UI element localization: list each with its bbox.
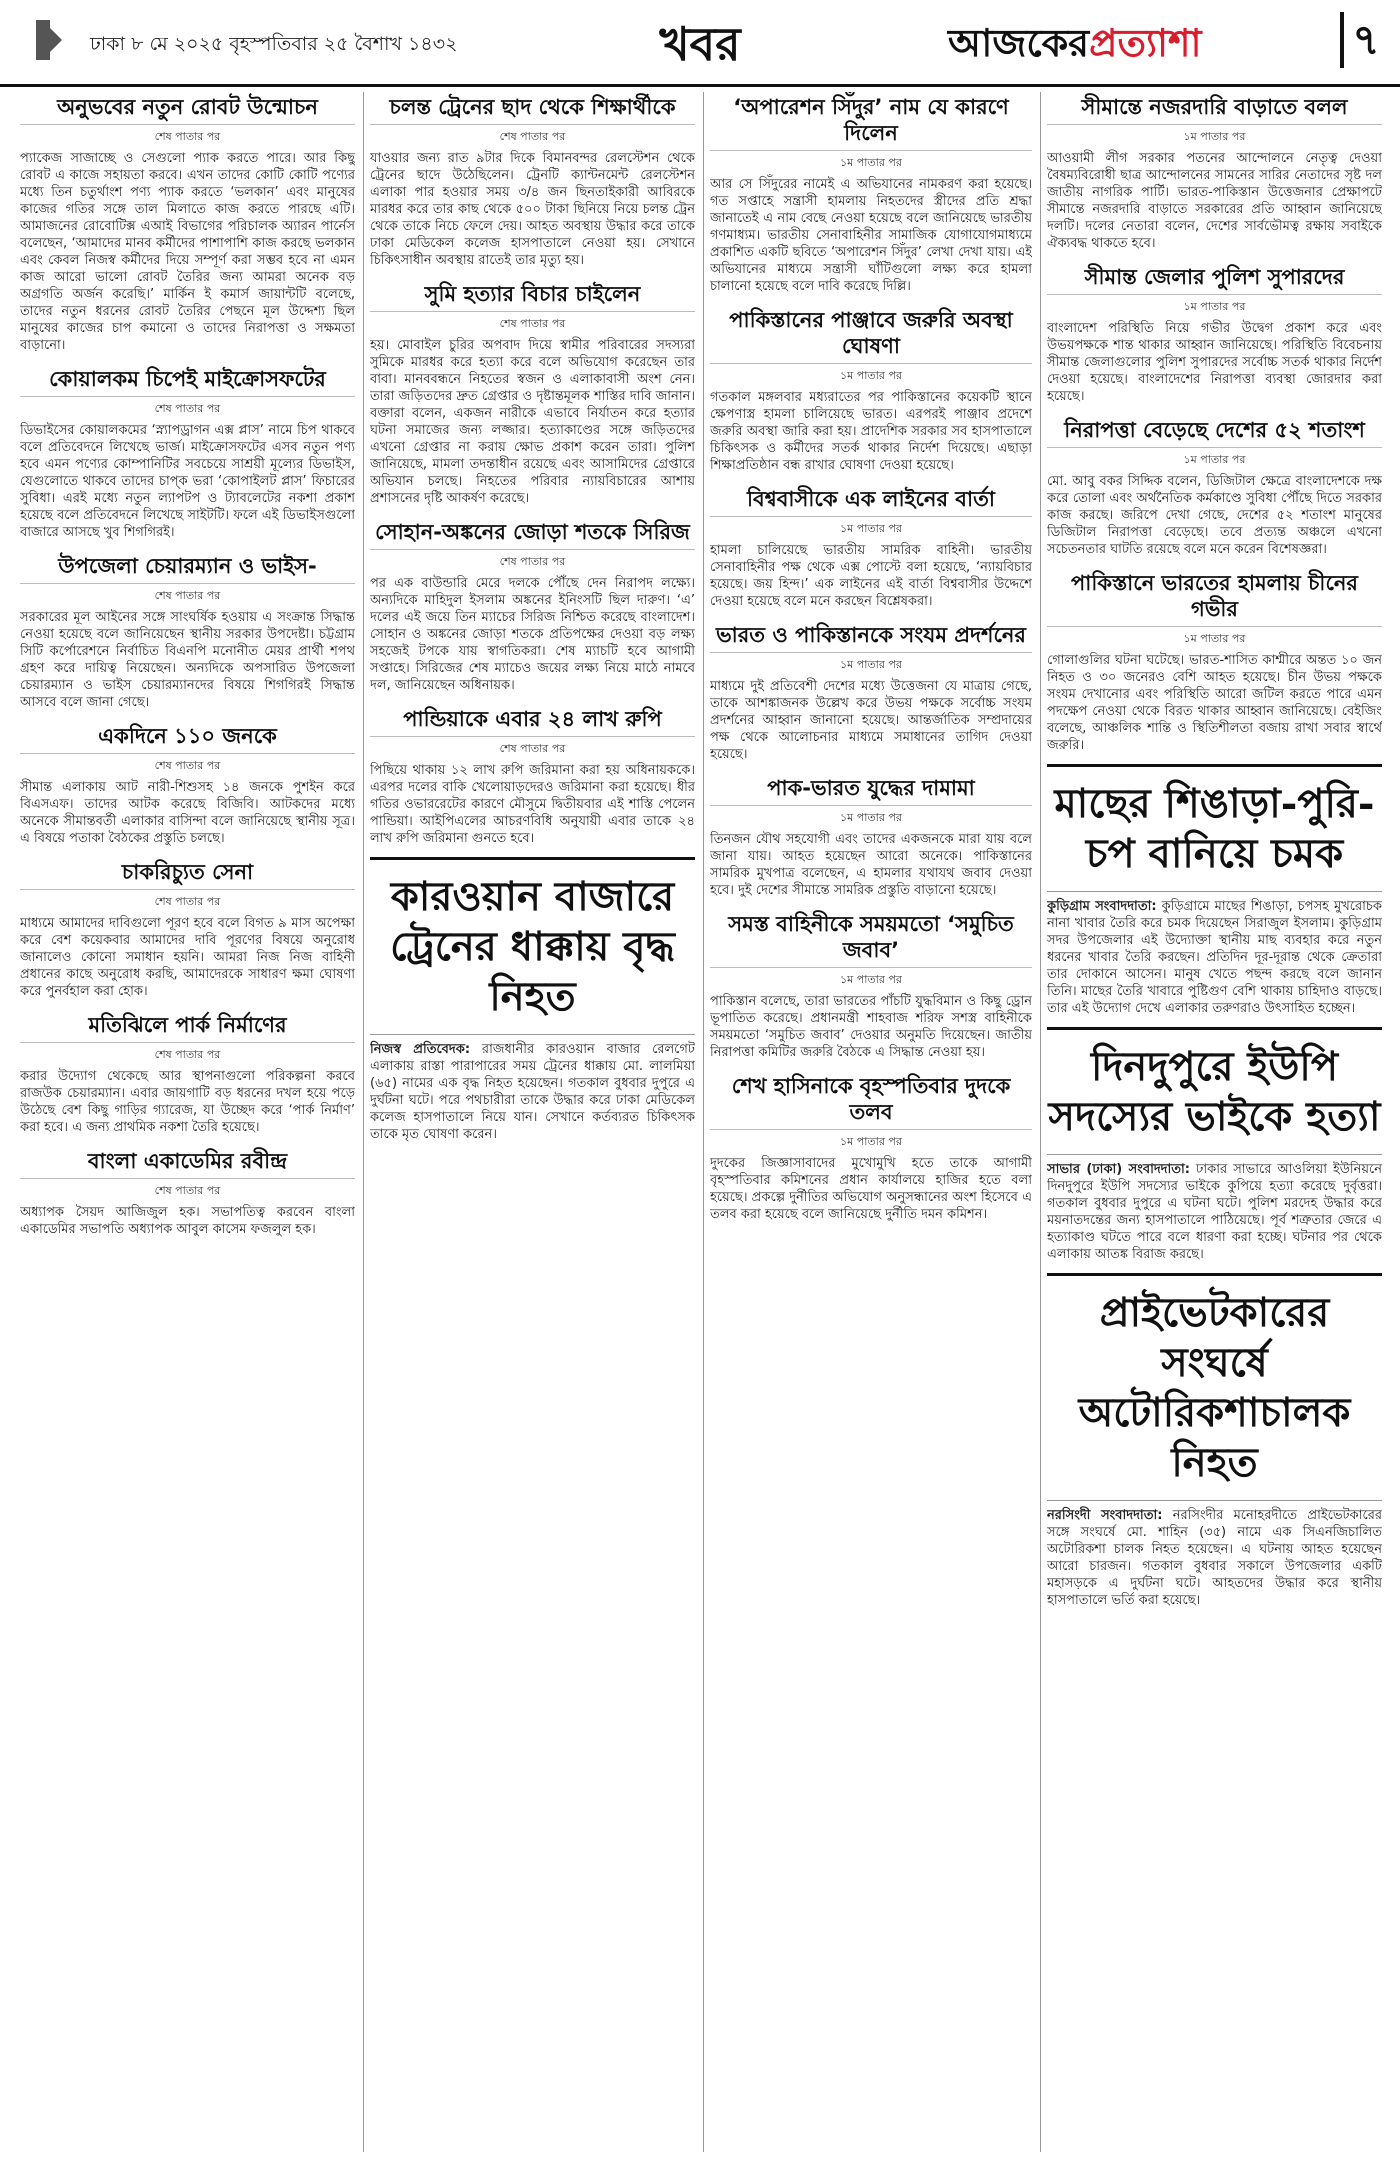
jump-label: ১ম পাতার পর	[1183, 130, 1246, 143]
story-body: পিছিয়ে থাকায় ১২ লাখ রুপি জরিমানা করা হয় অধিনায়ককে। এরপর দলের বাকি খেলোয়াড়দেরও জরিমানা করা হয়েছে। ধীর গতির ওভাররেটের কারণে মৌসুমে দ্বিতীয়বার এই শাস্তি পেলেন পান্ডিয়া। আইপিএলের আচরণবিধি অনুযায়ী এবার তাকে ২৪ লাখ রুপি জরিমানা গুনতে হবে।	[370, 763, 695, 846]
story-chakri	[20, 857, 355, 1000]
jump-label: শেষ পাতার পর	[154, 1184, 221, 1197]
story-world-message	[710, 484, 1032, 610]
story-body: গোলাগুলির ঘটনা ঘটেছে। ভারত-শাসিত কাশ্মীরে অন্তত ১০ জন নিহত ও ৩০ জনেরও বেশি আহত হয়েছে। চীন উভয় পক্ষকে সংযম দেখানোর এবং পরিস্থিতি আরো জটিল করতে পারে এমন পদক্ষেপ নেওয়া থেকে বিরত থাকার আহ্বান জানিয়েছে। বেইজিং বলেছে, আঞ্চলিক শান্তি ও স্থিতিশীলতা বজায় রাখা সবার স্বার্থে জরুরি।	[1047, 653, 1382, 753]
story-hasina	[710, 1071, 1032, 1223]
story-police	[1047, 262, 1382, 405]
story-qualcomm	[20, 364, 355, 541]
story-border-surveillance	[1047, 92, 1382, 252]
story-headline: অনুভবের নতুন রোবট উন্মোচন	[20, 92, 355, 125]
jump-label: ১ম পাতার পর	[1183, 453, 1246, 466]
story-headline: সোহান-অঙ্কনের জোড়া শতকে সিরিজ	[370, 517, 695, 550]
story-headline: কোয়ালকম চিপেই মাইক্রোসফটের	[20, 364, 355, 397]
story-sohan	[370, 517, 695, 694]
column-2	[370, 92, 695, 2152]
logo-prefix: আজকের	[948, 20, 1090, 65]
story-body: বাংলাদেশ পরিস্থিতি নিয়ে গভীর উদ্বেগ প্রকাশ করে এবং উভয়পক্ষকে শান্ত থাকার আহ্বান জানিয়েছে। পরিস্থিতি বিবেচনায় সীমান্ত জেলাগুলোর পুলিশ সুপারদের সর্বোচ্চ সতর্ক থাকার নির্দেশ দেওয়া হয়েছে। বাংলাদেশের নিরাপত্তা ব্যবস্থা জোরদার করা হয়েছে।	[1047, 321, 1382, 404]
story-headline: মতিঝিলে পার্ক নির্মাণের	[20, 1010, 355, 1043]
section-title: খবর	[659, 17, 741, 71]
feature-headline: মাছের শিঙাড়া-পুরি-চপ বানিয়ে চমক	[1047, 764, 1382, 892]
story-body: পর এক বাউন্ডারি মেরে দলকে পৌঁছে দেন নিরাপদ লক্ষ্যে। অন্যদিকে মাহিদুল ইসলাম অঙ্কনের ইনিংসটি ছিল দারুণ। ‘এ’ দলের এই জয়ে তিন ম্যাচের সিরিজ নিশ্চিত করেছে বাংলাদেশ। সোহান ও অঙ্কনের জোড়া শতকে প্রতিপক্ষের দেওয়া বড় লক্ষ্য সহজেই টপকে যায় স্বাগতিকরা। শেষ ম্যাচটি হবে আগামী সপ্তাহে। সিরিজের শেষ ম্যাচেও জয়ের লক্ষ্য নিয়ে মাঠে নামবে দল, জানিয়েছেন অধিনায়ক।	[370, 576, 695, 693]
story-war-drums	[710, 773, 1032, 899]
story-china	[1047, 568, 1382, 754]
story-body: আর সে সিঁদুরের নামেই এ অভিযানের নামকরণ করা হয়েছে। গত সপ্তাহে সন্ত্রাসী হামলায় নিহতদের স্ত্রীদের প্রতি শ্রদ্ধা জানাতেই এ নাম বেছে নেওয়া হয়েছে বলে জানিয়েছে ভারতীয় গণমাধ্যম। ভারতীয় সেনাবাহিনীর সামাজিক যোগাযোগমাধ্যমে প্রকাশিত একটি ছবিতে ‘অপারেশন সিঁদুর’ লেখা দেখা যায়। এই অভিযানের মাধ্যমে সন্ত্রাসী ঘাঁটিগুলো লক্ষ্য করে হামলা চালানো হয়েছে বলে দাবি করেছে দিল্লি।	[710, 177, 1032, 294]
story-headline: পাকিস্তানে ভারতের হামলায় চীনের গভীর	[1047, 568, 1382, 627]
story-headline: সীমান্তে নজরদারি বাড়াতে বলল	[1047, 92, 1382, 125]
story-body: অধ্যাপক সৈয়দ আজিজুল হক। সভাপতিত্ব করবেন বাংলা একাডেমির সভাপতি অধ্যাপক আবুল কাসেম ফজলুল হক।	[20, 1205, 355, 1237]
column-4	[1047, 92, 1382, 2152]
jump-label: শেষ পাতার পর	[154, 759, 221, 772]
date-line: ঢাকা ৮ মে ২০২৫ বৃহস্পতিবার ২৫ বৈশাখ ১৪৩২	[90, 33, 458, 55]
jump-label: শেষ পাতার পর	[154, 402, 221, 415]
newspaper-logo	[948, 14, 1202, 78]
jump-label: শেষ পাতার পর	[154, 589, 221, 602]
jump-label: শেষ পাতার পর	[154, 130, 221, 143]
story-restraint	[710, 620, 1032, 763]
story-fish-snacks	[1047, 764, 1382, 1017]
story-body: সীমান্ত এলাকায় আট নারী-শিশুসহ ১৪ জনকে পুশইন করে বিএসএফ। তাদের আটক করেছে বিজিবি। আটকদের মধ্যে অনেকে সীমান্তবর্তী এলাকার বাসিন্দা বলে জানিয়েছে স্থানীয় সূত্র। এ বিষয়ে পতাকা বৈঠকের প্রস্তুতি চলছে।	[20, 780, 355, 846]
story-karwan-bazar	[370, 857, 695, 1143]
story-park	[20, 1010, 355, 1136]
jump-label: ১ম পাতার পর	[840, 811, 902, 824]
story-body: মাধ্যমে আমাদের দাবিগুলো পূরণ হবে বলে বিগত ৯ মাস অপেক্ষা করে বেশ কয়েকবার আমাদের দাবি পূরণের বিষয়ে অনুরোধ জানালেও কোনো সমাধান হয়নি। আমরা নিজ নিজ বাহিনী প্রধানের কাছে অনুরোধ করছি, আমাদেরকে সাধারণ ক্ষমা ঘোষণা করে পুনর্বহাল করা হোক।	[20, 916, 355, 999]
feature-headline: প্রাইভেটকারের সংঘর্ষে অটোরিকশাচালক নিহত	[1047, 1273, 1382, 1501]
story-sumi	[370, 279, 695, 507]
page-masthead	[0, 0, 1400, 87]
story-punjab	[710, 305, 1032, 474]
story-body: হামলা চালিয়েছে ভারতীয় সামরিক বাহিনী। ভারতীয় সেনাবাহিনীর পক্ষ থেকে এক্স পোস্টে বলা হয়েছে, ‘ন্যায়বিচার হয়েছে। জয় হিন্দ।’ এক লাইনের এই বার্তা বিশ্ববাসীর উদ্দেশে দেওয়া হয়েছে বলে মনে করছেন বিশ্লেষকরা।	[710, 543, 1032, 609]
column-divider	[1040, 92, 1041, 2152]
story-body: পাকিস্তান বলেছে, তারা ভারতের পাঁচটি যুদ্ধবিমান ও কিছু ড্রোন ভূপাতিত করেছে। প্রধানমন্ত্রী শাহবাজ শরিফ সশস্ত্র বাহিনীকে সময়মতো ‘সমুচিত জবাব’ দেওয়ার অনুমতি দিয়েছেন। জাতীয় নিরাপত্তা কমিটির জরুরি বৈঠকে এ সিদ্ধান্ত নেওয়া হয়।	[710, 994, 1032, 1060]
story-body: করার উদ্যোগ থেকেছে আর স্থাপনাগুলো পরিকল্পনা করবে রাজউক চেয়ারম্যান। এবার জায়গাটি বড় ধরনের দখল হয়ে পড়ে উঠেছে বেশ কিছু গাড়ির গ্যারেজ, যা উচ্ছেদ করে ‘পার্ক নির্মাণ’ করা হবে। এ জন্য প্রাথমিক নকশা তৈরি হয়েছে।	[20, 1069, 355, 1135]
story-body: সরকারের মূল আইনের সঙ্গে সাংঘর্ষিক হওয়ায় এ সংক্রান্ত সিদ্ধান্ত নেওয়া হয়েছে বলে জানিয়েছেন স্থানীয় সরকার উপদেষ্টা। চট্টগ্রাম সিটি কর্পোরেশনে নির্বাচিত বিএনপি মনোনীত মেয়র প্রার্থী শপথ গ্রহণ করে দায়িত্ব নিয়েছেন। অন্যদিকে অপসারিত উপজেলা চেয়ারম্যান ও ভাইস চেয়ারম্যানদের বিষয়ে শিগগিরই সিদ্ধান্ত আসবে বলে জানা গেছে।	[20, 610, 355, 710]
story-body: রাজধানীর কারওয়ান বাজার রেলগেট এলাকায় রাস্তা পারাপারের সময় ট্রেনের ধাক্কায় মো. লালমিয়া (৬৫) নামের এক বৃদ্ধ নিহত হয়েছেন। গতকাল বুধবার দুপুরে এ দুর্ঘটনা ঘটে। পরে পথচারীরা তাকে উদ্ধার করে ঢাকা মেডিকেল কলেজ হাসপাতালে নিয়ে যান। সেখানে কর্তব্যরত চিকিৎসক তাকে মৃত ঘোষণা করেন।	[370, 1042, 695, 1142]
story-headline: চাকরিচ্যুত সেনা	[20, 857, 355, 890]
jump-label: শেষ পাতার পর	[499, 742, 566, 755]
story-headline: সুমি হত্যার বিচার চাইলেন	[370, 279, 695, 312]
page-number: ৭	[1340, 12, 1388, 68]
story-headline: একদিনে ১১০ জনকে	[20, 721, 355, 754]
story-forces	[710, 909, 1032, 1061]
story-dateline: কুড়িগ্রাম সংবাদদাতা:	[1047, 899, 1157, 914]
jump-label: শেষ পাতার পর	[499, 130, 566, 143]
story-body: কুড়িগ্রামে মাছের শিঙাড়া, চপসহ মুখরোচক নানা খাবার তৈরি করে চমক দিয়েছেন সিরাজুল ইসলাম। কুড়িগ্রাম সদর উপজেলার এই উদ্যোক্তা স্থানীয় মাছ ব্যবহার করে নতুন ধরনের খাবার তৈরি করছেন। প্রতিদিন দূর-দূরান্ত থেকে ক্রেতারা তার দোকানে আসেন। মানুষ খেতে পছন্দ করছে বলে জানান তিনি। মাছের তৈরি খাবারে পুষ্টিগুণ বেশি থাকায় চাহিদাও বাড়ছে। তার এই উদ্যোগ দেখে এলাকার তরুণরাও উৎসাহিত হচ্ছেন।	[1047, 899, 1382, 1016]
story-body: নরসিংদীর মনোহরদীতে প্রাইভেটকারের সঙ্গে সংঘর্ষে মো. শাহিন (৩৫) নামে এক সিএনজিচালিত অটোরিকশা চালক নিহত হয়েছেন। এ ঘটনায় আহত হয়েছেন আরো চারজন। গতকাল বুধবার সকালে উপজেলার একটি মহাসড়কে এ দুর্ঘটনা ঘটে। আহতদের উদ্ধার করে স্থানীয় হাসপাতালে ভর্তি করা হয়েছে।	[1047, 1508, 1382, 1608]
jump-label: শেষ পাতার পর	[154, 895, 221, 908]
story-headline: নিরাপত্তা বেড়েছে দেশের ৫২ শতাংশ	[1047, 415, 1382, 448]
story-headline: শেখ হাসিনাকে বৃহস্পতিবার দুদকে তলব	[710, 1071, 1032, 1130]
jump-label: শেষ পাতার পর	[499, 317, 566, 330]
story-train-roof	[370, 92, 695, 269]
story-body: দুদকের জিজ্ঞাসাবাদের মুখোমুখি হতে তাকে আগামী বৃহস্পতিবার কমিশনের প্রধান কার্যালয়ে হাজির হতে বলা হয়েছে। প্রকল্পে দুর্নীতির অভিযোগ অনুসন্ধানের অংশ হিসেবে এ তলব করা হয়েছে বলে জানিয়েছে দুর্নীতি দমন কমিশন।	[710, 1156, 1032, 1222]
story-headline: সীমান্ত জেলার পুলিশ সুপারদের	[1047, 262, 1382, 295]
logo-accent: প্রত্যাশা	[1089, 20, 1202, 65]
story-body: হয়। মোবাইল চুরির অপবাদ দিয়ে স্বামীর পরিবারের সদস্যরা সুমিকে মারধর করে হত্যা করে বলে অভিযোগ করেছেন তার বাবা। মানববন্ধনে নিহতের স্বজন ও এলাকাবাসী অংশ নেন। তারা জড়িতদের দ্রুত গ্রেপ্তার ও দৃষ্টান্তমূলক শাস্তির দাবি জানান। বক্তারা বলেন, একজন নারীকে এভাবে নির্যাতন করে হত্যার ঘটনা সমাজের জন্য লজ্জার। হত্যাকাণ্ডের সঙ্গে জড়িতদের এখনো গ্রেপ্তার না করায় ক্ষোভ প্রকাশ করেন তারা। পুলিশ জানিয়েছে, মামলা তদন্তাধীন রয়েছে এবং আসামিদের গ্রেপ্তারে অভিযান চলছে। নিহতের পরিবার ন্যায়বিচারের আশায় প্রশাসনের দৃষ্টি আকর্ষণ করেছে।	[370, 338, 695, 506]
story-body: মো. আবু বকর সিদ্দিক বলেন, ডিজিটাল ক্ষেত্রে বাংলাদেশকে দক্ষ করে তোলা এবং অর্থনৈতিক কর্মকাণ্ডে সুবিধা পৌঁছে দিতে সরকার কাজ করছে। জরিপে দেখা গেছে, দেশের ৫২ শতাংশ মানুষের ডিজিটাল নিরাপত্তা বেড়েছে। তবে প্রত্যন্ত অঞ্চলে এখনো সচেতনতার ঘাটতি রয়েছে বলে মনে করেন বিশেষজ্ঞরা।	[1047, 474, 1382, 557]
story-headline: পান্ডিয়াকে এবার ২৪ লাখ রুপি	[370, 704, 695, 737]
story-security	[1047, 415, 1382, 558]
story-headline: ভারত ও পাকিস্তানকে সংযম প্রদর্শনের	[710, 620, 1032, 653]
feature-headline: দিনদুপুরে ইউপি সদস্যের ভাইকে হত্যা	[1047, 1027, 1382, 1155]
jump-label: ১ম পাতার পর	[840, 156, 902, 169]
column-3	[710, 92, 1032, 2152]
feature-headline: কারওয়ান বাজারে ট্রেনের ধাক্কায় বৃদ্ধ নিহত	[370, 857, 695, 1035]
column-1	[20, 92, 355, 2152]
jump-label: শেষ পাতার পর	[154, 1048, 221, 1061]
story-dateline: সাভার (ঢাকা) সংবাদদাতা:	[1047, 1162, 1190, 1177]
story-body: মাধ্যমে দুই প্রতিবেশী দেশের মধ্যে উত্তেজনা যে মাত্রায় গেছে, তাকে আশঙ্কাজনক উল্লেখ করে উভয় পক্ষকে সর্বোচ্চ সংযম প্রদর্শনের আহ্বান জানানো হয়েছে। আন্তর্জাতিক সম্প্রদায়ের পক্ষ থেকে আলোচনার মাধ্যমে সমাধানের তাগিদ দেওয়া হয়েছে।	[710, 679, 1032, 762]
story-body: প্যাকেজ সাজাচ্ছে ও সেগুলো প্যাক করতে পারে। আর কিছু রোবট এ কাজে সহায়তা করবে। এখন তাদের কোটি কোটি পণ্যের মধ্যে তিন চতুর্থাংশ পণ্য প্যাক করতে ‘ভলকান’ এবং মানুষের কাজের গতির সঙ্গে তাল মিলাতে কাজ করতে পারছে এটি। আমাজনের রোবোটিক্স এআই বিভাগের পরিচালক অ্যারন পার্নেস বলেছেন, ‘আমাদের মানব কর্মীদের পাশাপাশি কাজ করছে ভলকান এবং কেবল নিজস্ব কর্মীদের দিয়ে সম্পূর্ণ করা সম্ভব হবে না এমন কাজ আরো ভালো রোবট তৈরির জন্য আমরা অনেক বড় অগ্রগতি অর্জন করেছি।’ মার্কিন ই কমার্স জায়ান্টটি বলেছে, তাদের নতুন ধরনের রোবট তৈরির পেছনে মূল উদ্দেশ্য ছিল মানুষের কাজের চাপ কমানো ও তাদের নিরাপত্তা ও সক্ষমতা বাড়ানো।	[20, 151, 355, 353]
story-pandya	[370, 704, 695, 847]
jump-label: ১ম পাতার পর	[840, 658, 902, 671]
story-dateline: নরসিংদী সংবাদদাতা:	[1047, 1508, 1163, 1523]
jump-label: ১ম পাতার পর	[840, 369, 902, 382]
jump-label: ১ম পাতার পর	[840, 1135, 902, 1148]
story-headline: বাংলা একাডেমির রবীন্দ্র	[20, 1146, 355, 1179]
story-sindoor	[710, 92, 1032, 295]
story-body: ঢাকার সাভারে আওলিয়া ইউনিয়নে দিনদুপুরে ইউপি সদস্যের ভাইকে কুপিয়ে হত্যা করেছে দুর্বৃত্তরা। গতকাল বুধবার দুপুরে এ ঘটনা ঘটে। পুলিশ মরদেহ উদ্ধার করে ময়নাতদন্তের জন্য হাসপাতালে পাঠিয়েছে। পূর্ব শত্রুতার জেরে এ হত্যাকাণ্ড ঘটতে পারে বলে ধারণা করা হচ্ছে। ঘটনার পর থেকে এলাকায় আতঙ্ক বিরাজ করছে।	[1047, 1162, 1382, 1262]
jump-label: ১ম পাতার পর	[1183, 632, 1246, 645]
jump-label: ১ম পাতার পর	[840, 973, 902, 986]
jump-label: ১ম পাতার পর	[1183, 300, 1246, 313]
story-headline: চলন্ত ট্রেনের ছাদ থেকে শিক্ষার্থীকে	[370, 92, 695, 125]
story-autorickshaw	[1047, 1273, 1382, 1609]
story-upazila	[20, 551, 355, 711]
story-bangla-academy	[20, 1146, 355, 1238]
column-divider	[703, 92, 704, 2152]
jump-label: ১ম পাতার পর	[840, 522, 902, 535]
story-body: আওয়ামী লীগ সরকার পতনের আন্দোলনে নেতৃত্ব দেওয়া বৈষম্যবিরোধী ছাত্র আন্দোলনের সামনের সারির নেতাদের সৃষ্ট দল জাতীয় নাগরিক পার্টি। ভারত-পাকিস্তান উত্তেজনার প্রেক্ষাপটে সীমান্তে নজরদারি বাড়াতে সরকারের প্রতি আহ্বান জানিয়েছে দলটি। দলের নেতারা বলেন, দেশের সার্বভৌমত্ব রক্ষায় সবাইকে ঐক্যবদ্ধ থাকতে হবে।	[1047, 151, 1382, 251]
story-headline: বিশ্ববাসীকে এক লাইনের বার্তা	[710, 484, 1032, 517]
jump-label: শেষ পাতার পর	[499, 555, 566, 568]
story-robot	[20, 92, 355, 354]
story-dateline: নিজস্ব প্রতিবেদক:	[370, 1042, 471, 1057]
story-body: তিনজন যৌথ সহযোগী এবং তাদের একজনকে মারা যায় বলে জানা যায়। আহত হয়েছেন আরো অনেকে। পাকিস্তানের সামরিক মুখপাত্র বলেছেন, এ হামলার যথাযথ জবাব দেওয়া হবে। দুই দেশের সীমান্তে সামরিক প্রস্তুতি বাড়ানো হয়েছে।	[710, 832, 1032, 898]
story-body: যাওয়ার জন্য রাত ৯টার দিকে বিমানবন্দর রেলস্টেশন থেকে ট্রেনের ছাদে উঠেছিলেন। ট্রেনটি ক্যান্টনমেন্ট রেলস্টেশন এলাকা পার হওয়ার সময় ৩/৪ জন ছিনতাইকারী আবিরকে মারধর করে তার কাছ থেকে ৫০০ টাকা ছিনিয়ে নিয়ে চলন্ত ট্রেন থেকে তাকে নিচে ফেলে দেয়। আহত অবস্থায় উদ্ধার করে তাকে ঢাকা মেডিকেল কলেজ হাসপাতালে নেওয়া হয়। সেখানে চিকিৎসাধীন অবস্থায় রাতেই তার মৃত্যু হয়।	[370, 151, 695, 268]
story-headline: পাক-ভারত যুদ্ধের দামামা	[710, 773, 1032, 806]
story-body: গতকাল মঙ্গলবার মধ্যরাতের পর পাকিস্তানের কয়েকটি স্থানে ক্ষেপণাস্ত্র হামলা চালিয়েছে ভারত। এরপরই পাঞ্জাব প্রদেশে জরুরি অবস্থা জারি করা হয়। প্রাদেশিক সরকার সব হাসপাতালে চিকিৎসক ও কর্মীদের সতর্ক থাকার নির্দেশ দিয়েছে। এছাড়া শিক্ষাপ্রতিষ্ঠান বন্ধ রাখার ঘোষণা দেওয়া হয়েছে।	[710, 390, 1032, 473]
story-headline: পাকিস্তানের পাঞ্জাবে জরুরি অবস্থা ঘোষণা	[710, 305, 1032, 364]
story-headline: সমস্ত বাহিনীকে সময়মতো ‘সমুচিত জবাব’	[710, 909, 1032, 968]
story-headline: ‘অপারেশন সিঁদুর’ নাম যে কারণে দিলেন	[710, 92, 1032, 151]
story-ekdine	[20, 721, 355, 847]
story-headline: উপজেলা চেয়ারম্যান ও ভাইস-	[20, 551, 355, 584]
story-body: ডিভাইসের কোয়ালকমের ‘স্ন্যাপড্রাগন এক্স প্লাস’ নামে চিপ থাকবে বলে প্রতিবেদনে লিখেছে ভার্জ। মাইক্রোসফটের এসব নতুন পণ্য হবে এমন পণ্যের কোম্পানিটির সবচেয়ে সাশ্রয়ী মূল্যের ডিভাইস, যেগুলোতে থাকবে তাদের চাপ্ক ভরা ‘কোপাইলট প্লাস’ ফিচারের সুবিধা। এরই মধ্যে নতুন ল্যাপটপ ও ট্যাবলেটের নকশা প্রকাশ হয়েছে বলে প্রতিবেদনে লিখেছে সাইটটি। ফলে এই ডিভাইসগুলো বাজারে আসছে খুব শিগগিরই।	[20, 423, 355, 540]
story-up-murder	[1047, 1027, 1382, 1263]
column-divider	[363, 92, 364, 2152]
